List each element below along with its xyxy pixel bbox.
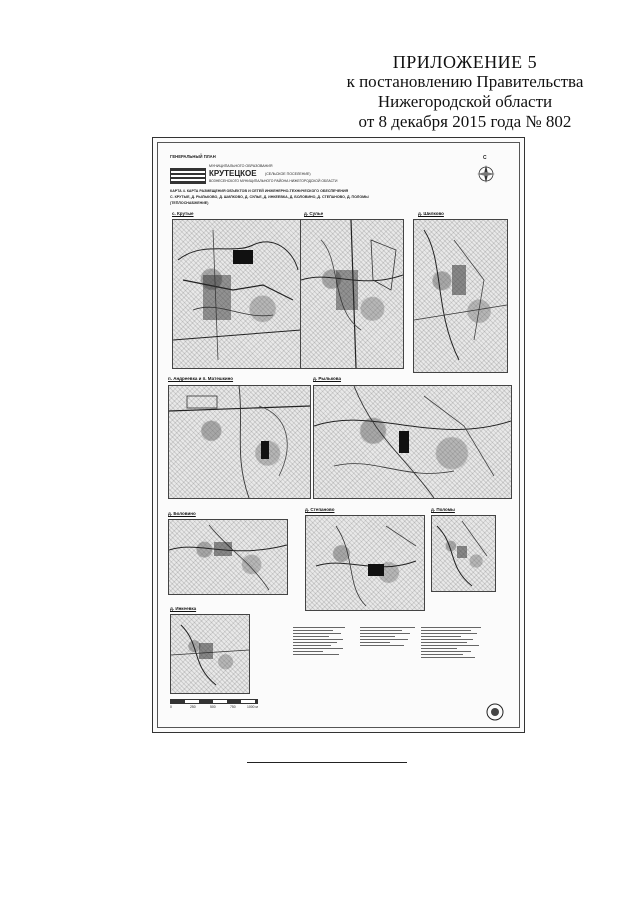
- settlement-map-polomy: [431, 515, 496, 592]
- map-label-andreevka: п. Андреевка и п. Матешкино: [168, 376, 234, 381]
- plan-name: КРУТЕЦКОЕ: [209, 169, 257, 178]
- scale-bar: [170, 699, 258, 704]
- scale-tick-1: 250: [190, 705, 196, 709]
- scale-tick-0: 0: [170, 705, 172, 709]
- map-label-bolovino: д. Боловино: [168, 511, 196, 516]
- map-label-krutye: с. Крутые: [172, 211, 194, 216]
- district-line: ВОЗНЕСЕНСКОГО МУНИЦИПАЛЬНОГО РАЙОНА НИЖЕГОРОДСКОЙ ОБЛАСТИ: [209, 179, 338, 183]
- map-label-shilkovo: д. Шилково: [418, 211, 444, 216]
- appendix-date-line: от 8 декабря 2015 года № 802: [358, 112, 572, 131]
- settlement-map-shilkovo: [413, 219, 508, 373]
- general-plan-sheet: [152, 137, 525, 733]
- appendix-region-line: Нижегородской области: [377, 92, 553, 111]
- scale-tick-4: 1000 м: [247, 705, 258, 709]
- map-subtitle-2: (ТЕПЛОСНАБЖЕНИЕ): [170, 201, 209, 205]
- map-subtitle: С. КРУТЫЕ, Д. РЫЛЬКОВО, Д. ШИЛКОВО, Д. СУЛЬЕ, Д. ИНКЕЕВКА, Д. БОЛОВИНО, Д. СТЕПАНОВО, Д. ПОЛОМЫ: [170, 195, 369, 199]
- map-label-polomy: д. Поломы: [431, 507, 455, 512]
- settlement-map-inkeevka: [170, 614, 250, 694]
- compass-north-letter: С: [483, 155, 487, 161]
- plan-type-label: ГЕНЕРАЛЬНЫЙ ПЛАН: [170, 154, 216, 159]
- settlement-map-krutye: [172, 219, 302, 369]
- municipality-line: МУНИЦИПАЛЬНОГО ОБРАЗОВАНИЯ: [209, 164, 273, 168]
- appendix-header: [300, 52, 630, 132]
- map-label-stepanovo: д. Степаново: [305, 507, 335, 512]
- legend-column-2: [360, 625, 418, 648]
- compass-icon: [475, 156, 497, 186]
- emblem-icon: [170, 168, 206, 184]
- settlement-map-stepanovo: [305, 515, 425, 611]
- appendix-number: ПРИЛОЖЕНИЕ 5: [392, 52, 538, 72]
- seal-icon: [486, 703, 504, 721]
- settlement-map-rylkova: [313, 385, 512, 499]
- map-label-inkeevka: д. Инкеевка: [170, 606, 197, 611]
- settlement-type: (СЕЛЬСКОЕ ПОСЕЛЕНИЕ): [265, 172, 311, 176]
- legend-column-3: [421, 625, 487, 660]
- bottom-separator-line: [247, 762, 407, 763]
- map-label-rylkova: д. Рылькова: [313, 376, 341, 381]
- settlement-map-bolovino: [168, 519, 288, 595]
- scale-tick-3: 750: [230, 705, 236, 709]
- settlement-map-sulye: [300, 219, 404, 369]
- map-label-sulye: д. Сулье: [304, 211, 324, 216]
- scale-tick-2: 500: [210, 705, 216, 709]
- appendix-ref-line: к постановлению Правительства: [346, 72, 584, 91]
- settlement-map-andreevka: [168, 385, 311, 499]
- legend-column-1: [293, 625, 351, 657]
- map-title: КАРТА 4. КАРТА РАЗМЕЩЕНИЯ ОБЪЕКТОВ И СЕТЕЙ ИНЖЕНЕРНО-ТЕХНИЧЕСКОГО ОБЕСПЕЧЕНИЯ: [170, 189, 349, 193]
